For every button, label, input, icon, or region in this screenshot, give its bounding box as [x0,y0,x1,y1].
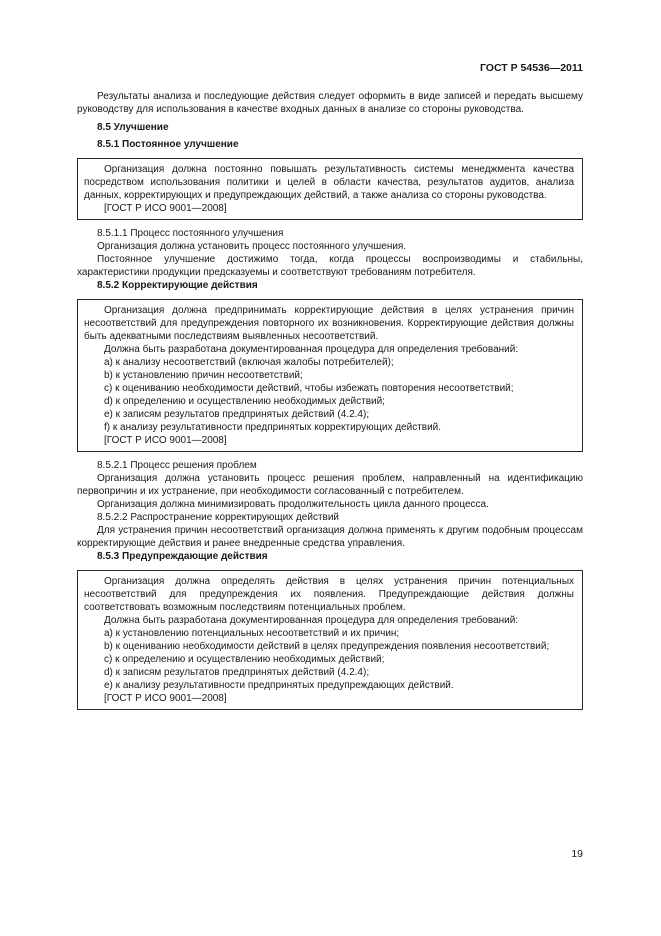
box-paragraph: Должна быть разработана документированная процедура для определения требований: [104,615,519,626]
list-item: c) к оцениванию необходимости действий, чтобы избежать повторения несоответствий; [104,383,514,394]
paragraph: Организация должна установить процесс решения проблем, направленный на идентификацию первопричин и их устранение, при необходимости согласованный с потребителем. [77,473,583,497]
section-8-5-heading: 8.5 Улучшение [97,122,169,133]
paragraph: Организация должна минимизировать продолжительность цикла данного процесса. [97,499,489,510]
quote-box-8-5-3 [77,570,583,710]
section-8-5-1-heading: 8.5.1 Постоянное улучшение [97,139,239,150]
list-item: e) к анализу результативности предпринятых предупреждающих действий. [104,680,454,691]
section-8-5-2-1-heading: 8.5.2.1 Процесс решения проблем [97,460,257,471]
paragraph: Постоянное улучшение достижимо тогда, когда процессы воспроизводимы и стабильны, характеристики продукции предсказуемы и соответствуют требованиям потребителя. [77,254,583,278]
list-item: b) к оцениванию необходимости действий в целях предупреждения появления несоответствий; [104,641,550,652]
list-item: f) к анализу результативности предпринятых корректирующих действий. [104,422,442,433]
box-paragraph: Организация должна постоянно повышать результативность системы менеджмента качества посредством использования политики и целей в области качества, результатов аудитов, анализа данных, корректирующих и предупреждающих действий, а также анализа со стороны руководства. [84,164,574,201]
list-item: c) к определению и осуществлению необходимых действий; [104,654,385,665]
box-reference: [ГОСТ Р ИСО 9001—2008] [104,435,227,446]
list-item: e) к записям результатов предпринятых действий (4.2.4); [104,409,370,420]
list-item: d) к определению и осуществлению необходимых действий; [104,396,385,407]
box-paragraph: Организация должна предпринимать корректирующие действия в целях устранения причин несоответствий для предупреждения повторного их возникновения. Корректирующие действия должны быть адекватными последствиям выявленных несоответствий. [84,305,574,342]
intro-paragraph: Результаты анализа и последующие действия следует оформить в виде записей и передать высшему руководству для использования в качестве входных данных в анализе со стороны руководства. [77,91,583,115]
quote-box-8-5-1 [77,158,583,220]
quote-box-8-5-2 [77,299,583,452]
section-8-5-3-heading: 8.5.3 Предупреждающие действия [97,551,268,562]
section-8-5-1-1-heading: 8.5.1.1 Процесс постоянного улучшения [97,228,284,239]
document-header: ГОСТ Р 54536—2011 [479,62,583,74]
section-8-5-2-2-heading: 8.5.2.2 Распространение корректирующих действий [97,512,340,523]
section-8-5-2-heading: 8.5.2 Корректирующие действия [97,280,258,291]
page-content [77,90,583,710]
list-item: d) к записям результатов предпринятых действий (4.2.4); [104,667,370,678]
box-paragraph: Организация должна определять действия в целях устранения причин потенциальных несоответствий для предупреждения их появления. Предупреждающие действия должны соответствовать возможным последствиям потенциальных проблем. [84,576,574,613]
paragraph: Для устранения причин несоответствий организация должна применять к другим подобным процессам корректирующие действия и ранее внедренные средства управления. [77,525,583,549]
box-reference: [ГОСТ Р ИСО 9001—2008] [104,693,227,704]
paragraph: Организация должна установить процесс постоянного улучшения. [97,241,407,252]
list-item: a) к анализу несоответствий (включая жалобы потребителей); [104,357,394,368]
list-item: a) к установлению потенциальных несоответствий и их причин; [104,628,400,639]
box-reference: [ГОСТ Р ИСО 9001—2008] [104,203,227,214]
box-paragraph: Должна быть разработана документированная процедура для определения требований: [104,344,519,355]
page-number: 19 [571,848,583,860]
list-item: b) к установлению причин несоответствий; [104,370,303,381]
